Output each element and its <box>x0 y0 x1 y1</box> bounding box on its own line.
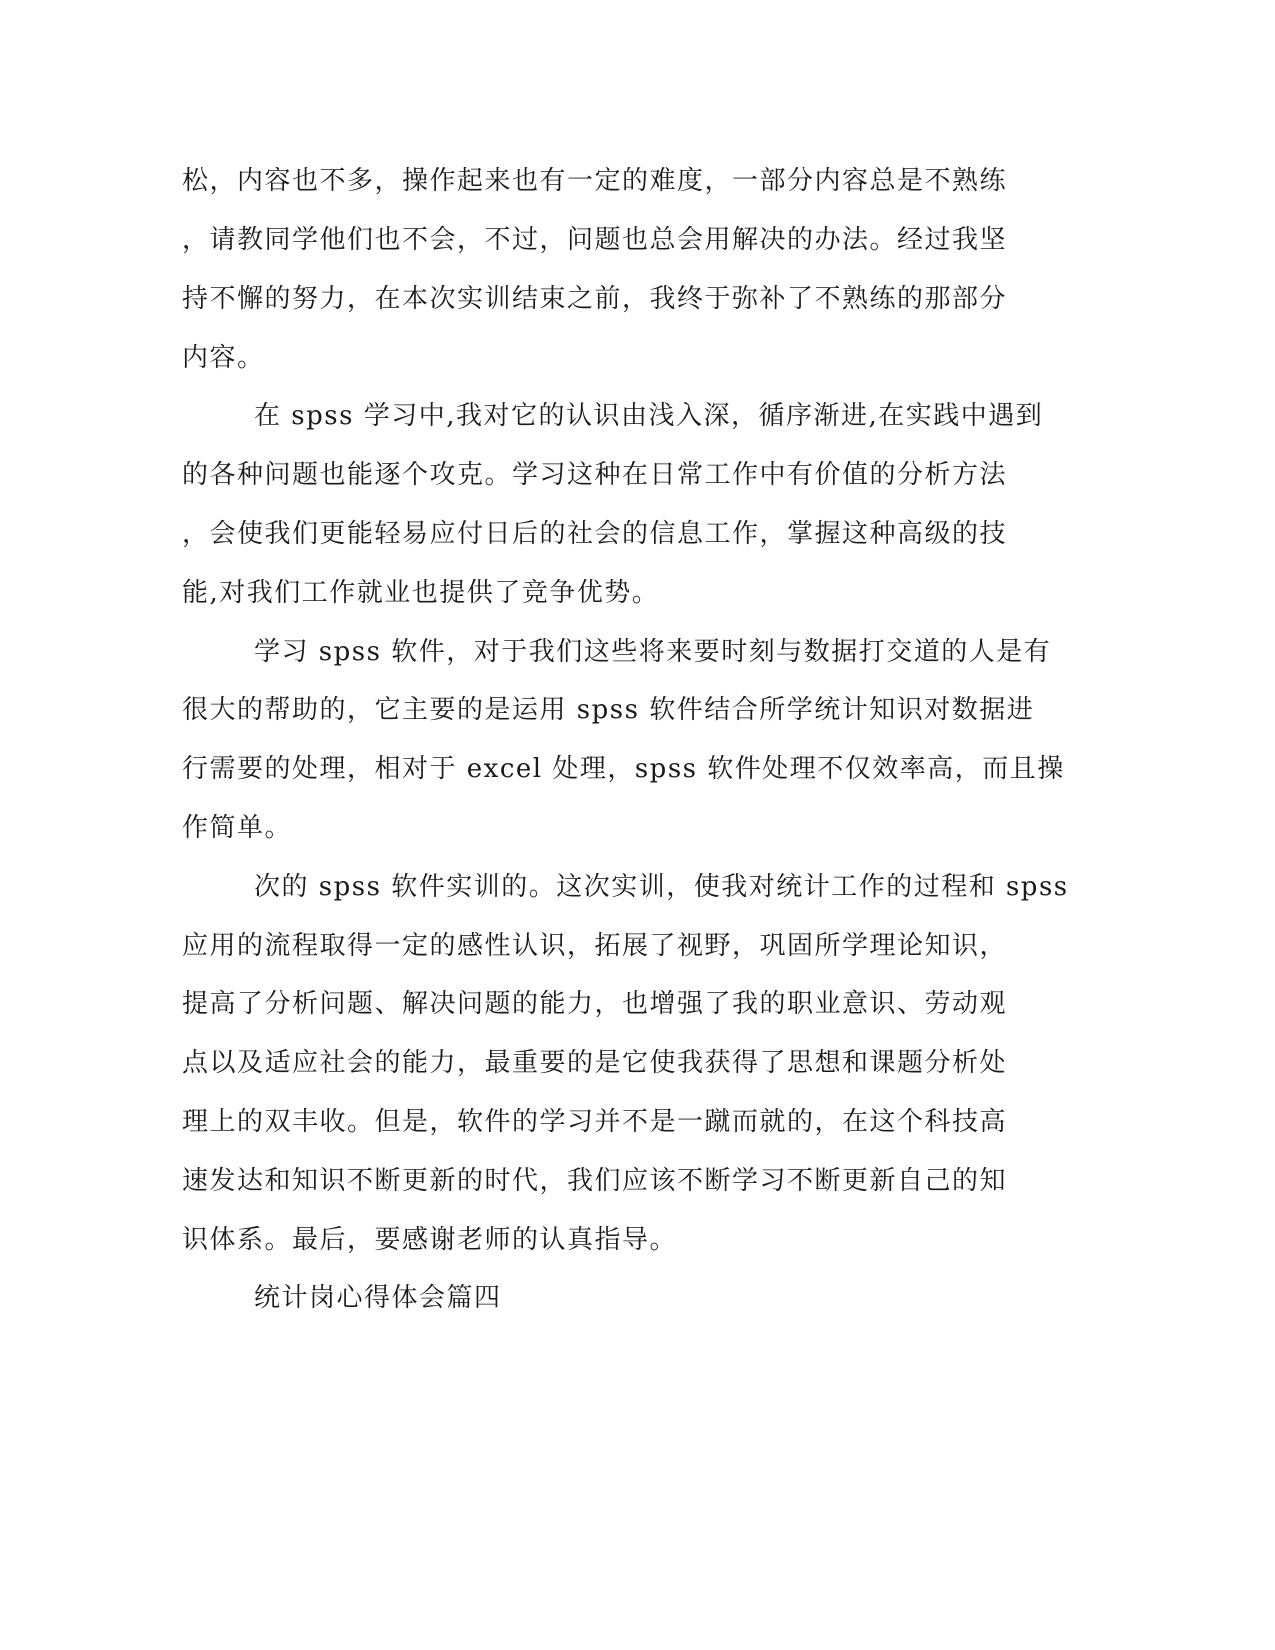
text-line: 很大的帮助的，它主要的是运用 spss 软件结合所学统计知识对数据进 <box>182 695 1035 725</box>
text-line: 在 spss 学习中,我对它的认识由浅入深，循序渐进,在实践中遇到 <box>254 401 1044 431</box>
text-line: 次的 spss 软件实训的。这次实训，使我对统计工作的过程和 spss <box>254 872 1069 902</box>
text-line: 提高了分析问题、解决问题的能力，也增强了我的职业意识、劳动观 <box>182 989 1008 1019</box>
section-heading: 统计岗心得体会篇四 <box>254 1283 502 1313</box>
text-line: 能,对我们工作就业也提供了竞争优势。 <box>182 578 660 608</box>
text-line: 松，内容也不多，操作起来也有一定的难度，一部分内容总是不熟练 <box>182 166 1008 196</box>
text-line: 作简单。 <box>182 813 293 843</box>
text-line: 点以及适应社会的能力，最重要的是它使我获得了思想和课题分析处 <box>182 1048 1008 1078</box>
text-line: 学习 spss 软件，对于我们这些将来要时刻与数据打交道的人是有 <box>254 637 1052 667</box>
text-line: ，请教同学他们也不会，不过，问题也总会用解决的办法。经过我坚 <box>182 225 1008 255</box>
text-line: 行需要的处理，相对于 excel 处理，spss 软件处理不仅效率高，而且操 <box>182 754 1065 784</box>
text-line: 速发达和知识不断更新的时代，我们应该不断学习不断更新自己的知 <box>182 1166 1008 1196</box>
text-line: 应用的流程取得一定的感性认识，拓展了视野，巩固所学理论知识， <box>182 931 1008 961</box>
text-line: 内容。 <box>182 343 265 373</box>
text-line: ，会使我们更能轻易应付日后的社会的信息工作，掌握这种高级的技 <box>182 519 1008 549</box>
text-line: 的各种问题也能逐个攻克。学习这种在日常工作中有价值的分析方法 <box>182 460 1008 490</box>
text-line: 识体系。最后，要感谢老师的认真指导。 <box>182 1225 678 1255</box>
text-line: 理上的双丰收。但是，软件的学习并不是一蹴而就的，在这个科技高 <box>182 1107 1008 1137</box>
text-line: 持不懈的努力，在本次实训结束之前，我终于弥补了不熟练的那部分 <box>182 284 1008 314</box>
